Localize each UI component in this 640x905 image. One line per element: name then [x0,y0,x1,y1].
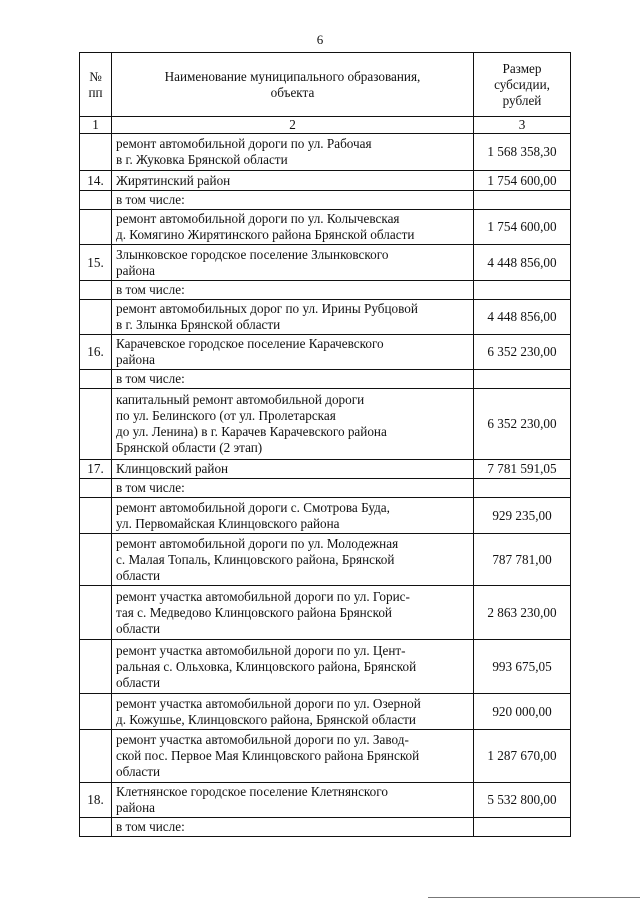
row-name: в том числе: [112,370,474,389]
row-name: Жирятинский район [112,171,474,191]
row-name: в том числе: [112,281,474,300]
row-amount: 1 287 670,00 [474,730,571,783]
table-row [80,783,571,818]
bottom-rule [428,897,640,898]
column-index-3: 3 [474,117,571,134]
column-index-row [80,117,571,134]
row-name: ремонт участка автомобильной дороги по ул. Завод- ской пос. Первое Мая Клинцовского района Брянской области [112,730,474,783]
row-name: в том числе: [112,479,474,498]
row-number: 16. [80,335,112,370]
table-header-row [80,53,571,117]
row-amount: 993 675,05 [474,640,571,694]
row-number [80,730,112,783]
row-name: ремонт участка автомобильной дороги по ул. Цент- ральная с. Ольховка, Клинцовского района, Брянской области [112,640,474,694]
row-name: ремонт автомобильных дорог по ул. Ирины Рубцовой в г. Злынка Брянской области [112,300,474,335]
column-index-2: 2 [112,117,474,134]
row-amount: 6 352 230,00 [474,389,571,460]
page-number: 6 [316,32,324,47]
row-amount [474,479,571,498]
row-number [80,134,112,171]
table-row [80,245,571,281]
row-number: 18. [80,783,112,818]
row-amount: 1 754 600,00 [474,171,571,191]
row-amount [474,370,571,389]
row-amount: 920 000,00 [474,694,571,730]
row-name: ремонт автомобильной дороги с. Смотрова Буда, ул. Первомайская Клинцовского района [112,498,474,534]
table-row [80,694,571,730]
row-amount [474,818,571,837]
table-row [80,586,571,640]
row-number [80,640,112,694]
table-row [80,281,571,300]
row-number [80,281,112,300]
row-number [80,534,112,586]
row-number [80,300,112,335]
table-row [80,818,571,837]
row-name: Злынковское городское поселение Злынковского района [112,245,474,281]
row-number [80,818,112,837]
row-name: ремонт автомобильной дороги по ул. Рабочая в г. Жуковка Брянской области [112,134,474,171]
table-row [80,730,571,783]
row-number [80,479,112,498]
row-name: Клинцовский район [112,460,474,479]
row-amount: 787 781,00 [474,534,571,586]
row-amount: 929 235,00 [474,498,571,534]
column-index-1: 1 [80,117,112,134]
table-row [80,134,571,171]
row-name: ремонт автомобильной дороги по ул. Молодежная с. Малая Топаль, Клинцовского района, Брянской области [112,534,474,586]
row-number [80,586,112,640]
row-number [80,389,112,460]
row-number [80,370,112,389]
table-row [80,370,571,389]
table-row [80,210,571,245]
table-row [80,335,571,370]
table-row [80,498,571,534]
row-amount: 4 448 856,00 [474,300,571,335]
row-number: 17. [80,460,112,479]
header-name: Наименование муниципального образования, объекта [112,53,474,117]
row-number [80,191,112,210]
row-name: Клетнянское городское поселение Клетнянского района [112,783,474,818]
table-row [80,300,571,335]
row-amount [474,191,571,210]
row-number [80,498,112,534]
table-row [80,479,571,498]
table-row [80,171,571,191]
row-number: 15. [80,245,112,281]
table-row [80,640,571,694]
row-amount: 5 532 800,00 [474,783,571,818]
row-name: ремонт автомобильной дороги по ул. Колычевская д. Комягино Жирятинского района Брянской области [112,210,474,245]
header-number: № пп [80,53,112,117]
row-amount: 7 781 591,05 [474,460,571,479]
row-amount: 4 448 856,00 [474,245,571,281]
row-amount: 1 568 358,30 [474,134,571,171]
table-row [80,389,571,460]
row-name: в том числе: [112,818,474,837]
row-number [80,210,112,245]
row-amount [474,281,571,300]
row-number [80,694,112,730]
row-name: в том числе: [112,191,474,210]
header-amount: Размер субсидии, рублей [474,53,571,117]
table-row [80,191,571,210]
row-name: Карачевское городское поселение Карачевского района [112,335,474,370]
row-name: ремонт участка автомобильной дороги по ул. Озерной д. Кожушье, Клинцовского района, Брянской области [112,694,474,730]
table-row [80,460,571,479]
subsidy-table [79,52,571,837]
table-row [80,534,571,586]
row-number: 14. [80,171,112,191]
row-amount: 2 863 230,00 [474,586,571,640]
row-name: ремонт участка автомобильной дороги по ул. Горис- тая с. Медведово Клинцовского района Брянской области [112,586,474,640]
row-name: капитальный ремонт автомобильной дороги по ул. Белинского (от ул. Пролетарская до ул. Ленина) в г. Карачев Карачевского района Брянской области (2 этап) [112,389,474,460]
row-amount: 6 352 230,00 [474,335,571,370]
row-amount: 1 754 600,00 [474,210,571,245]
